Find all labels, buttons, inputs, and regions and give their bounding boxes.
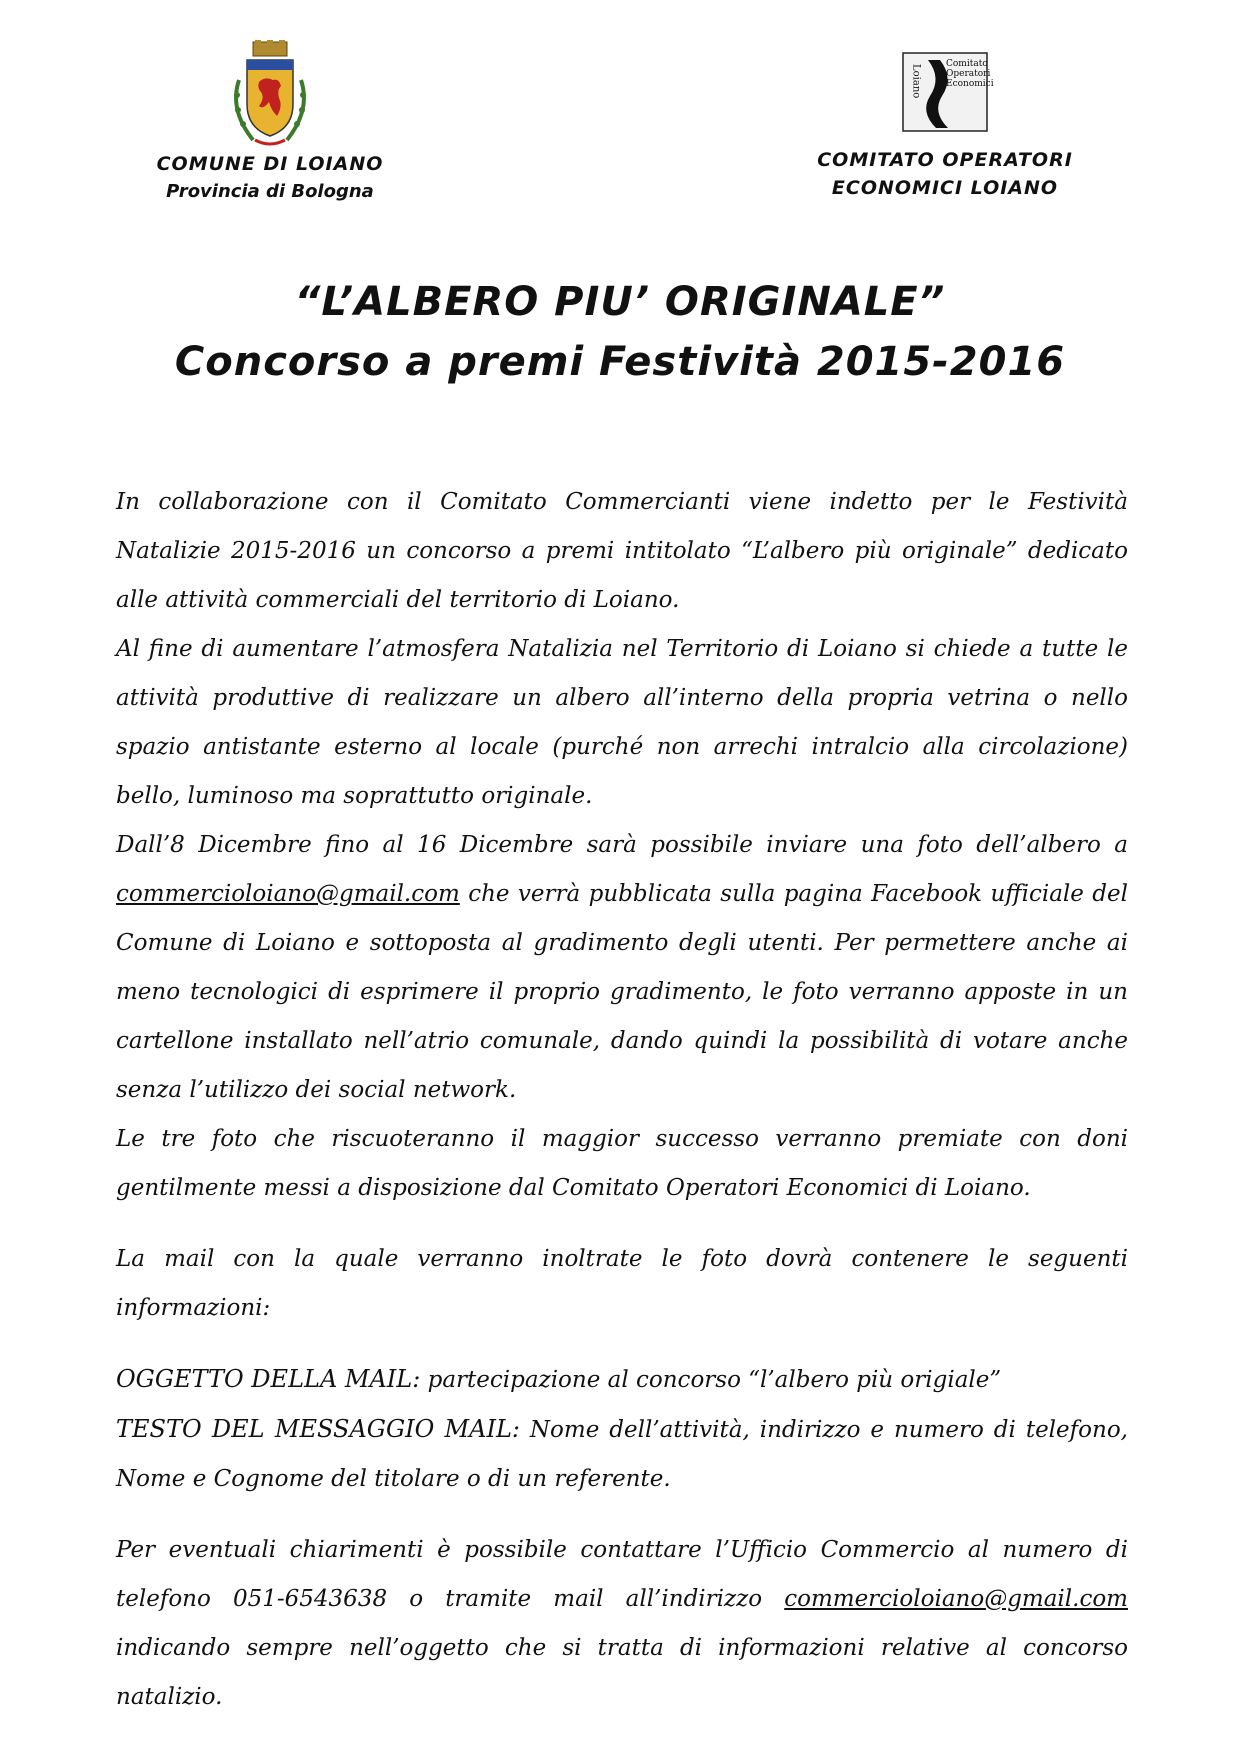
title-line-2: Concorso a premi Festività 2015-2016 [174,339,1066,385]
logo-text-line-2: Operatori [946,69,991,79]
document-title [0,272,1240,392]
document-body [116,478,1128,1722]
header-left [140,40,400,206]
paragraph-submission [116,821,1128,1115]
municipality-name: COMUNE DI LOIANO [156,153,384,175]
logo-text-line-1: Comitato [946,59,988,69]
municipal-crest-icon [225,40,315,150]
mail-subject-line [116,1355,1128,1405]
logo-side-text: Loiano [910,64,922,99]
committee-name-line-2: ECONOMICI LOIANO [831,177,1059,199]
committee-logo-icon [902,52,994,132]
logo-text-line-3: Economici [946,79,994,89]
submission-text-after: che verrà pubblicata sulla pagina Facebook ufficiale del Comune di Loiano e sottoposta al gradimento degli utenti. Per permettere anche ai meno tecnologici di esprimere il proprio gradimento, le foto verranno apposte in un cartellone installato nell’atrio comunale, dando quindi la possibilità di votare anche senza l’utilizzo dei social network. [116,881,1128,1103]
header-right [790,52,1100,202]
mail-message-label: TESTO DEL MESSAGGIO MAIL: [116,1415,520,1443]
mail-message-text: Nome dell’attività, indirizzo e numero di telefono, Nome e Cognome del titolare o di un referente. [116,1417,1128,1492]
province-name: Provincia di Bologna [166,181,374,202]
contact-email-link[interactable]: commercioloiano@gmail.com [784,1586,1128,1612]
paragraph-prizes: Le tre foto che riscuoteranno il maggior successo verranno premiate con doni gentilmente messi a disposizione dal Comitato Operatori Economici di Loiano. [116,1126,1128,1201]
mail-subject-text: partecipazione al concorso “l’albero più origiale” [420,1367,1002,1393]
email-link[interactable]: commercioloiano@gmail.com [116,881,460,907]
mail-message-line [116,1405,1128,1504]
committee-name-line-1: COMITATO OPERATORI [817,149,1073,171]
paragraph-mail-info: La mail con la quale verranno inoltrate le foto dovrà contenere le seguenti informazioni: [116,1246,1128,1321]
submission-text-before: Dall’8 Dicembre fino al 16 Dicembre sarà possibile inviare una foto dell’albero a [116,832,1128,858]
mail-subject-label: OGGETTO DELLA MAIL: [116,1365,421,1393]
contact-text-after: indicando sempre nell’oggetto che si tratta di informazioni relative al concorso natalizio. [116,1635,1128,1710]
paragraph-request: Al fine di aumentare l’atmosfera Natalizia nel Territorio di Loiano si chiede a tutte le attività produttive di realizzare un albero all’interno della propria vetrina o nello spazio antistante esterno al locale (purché non arrechi intralcio alla circolazione) bello, luminoso ma soprattutto originale. [116,636,1128,809]
contact-text-before: Per eventuali chiarimenti è possibile contattare l’Ufficio Commercio al numero di telefono 051-6543638 o tramite mail all’indirizzo [116,1537,1128,1612]
paragraph-intro: In collaborazione con il Comitato Commercianti viene indetto per le Festività Natalizie 2015-2016 un concorso a premi intitolato “L’albero più originale” dedicato alle attività commerciali del territorio di Loiano. [116,489,1128,613]
paragraph-contact [116,1526,1128,1722]
title-line-1: “L’ALBERO PIU’ ORIGINALE” [294,279,946,325]
